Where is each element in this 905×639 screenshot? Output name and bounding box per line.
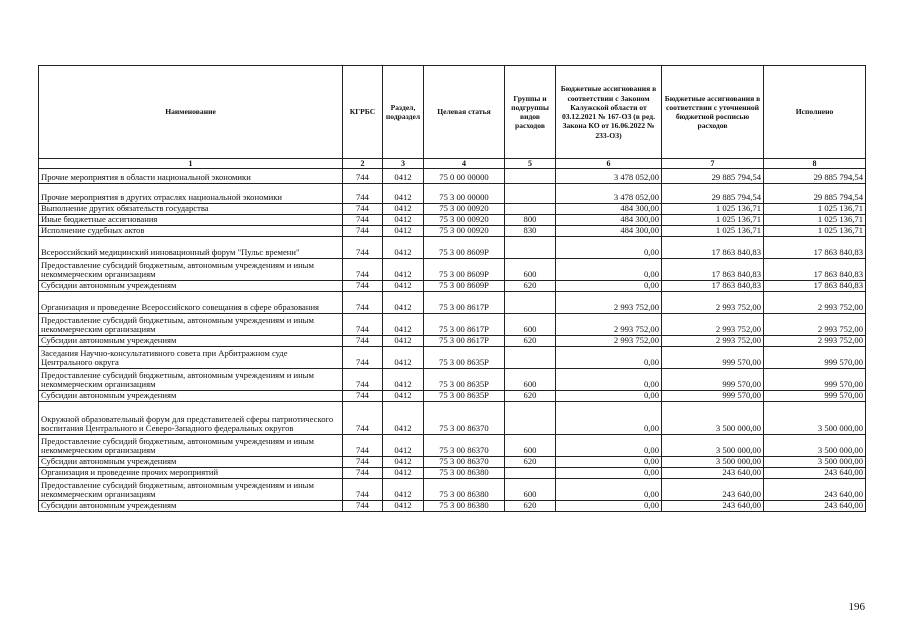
row-target-article: 75 3 00 00920 xyxy=(424,204,505,215)
row-plan-amount: 1 025 136,71 xyxy=(662,226,764,237)
header-kgrbs: КГРБС xyxy=(343,66,383,159)
table-row xyxy=(39,204,866,215)
row-section: 0412 xyxy=(383,237,424,259)
row-plan-amount: 29 885 794,54 xyxy=(662,184,764,204)
row-law-amount: 0,00 xyxy=(556,479,662,501)
row-law-amount: 0,00 xyxy=(556,259,662,281)
row-target-article: 75 3 00 00920 xyxy=(424,215,505,226)
row-law-amount: 0,00 xyxy=(556,402,662,435)
row-kgrbs: 744 xyxy=(343,391,383,402)
table-row xyxy=(39,468,866,479)
row-section: 0412 xyxy=(383,204,424,215)
row-expense-group: 600 xyxy=(505,479,556,501)
row-name: Организация и проведение Всероссийского совещания в сфере образования xyxy=(39,292,343,314)
row-plan-amount: 3 500 000,00 xyxy=(662,457,764,468)
row-law-amount: 0,00 xyxy=(556,435,662,457)
column-number: 6 xyxy=(556,159,662,169)
row-section: 0412 xyxy=(383,259,424,281)
row-plan-amount: 17 863 840,83 xyxy=(662,259,764,281)
row-target-article: 75 3 00 86380 xyxy=(424,479,505,501)
row-executed-amount: 17 863 840,83 xyxy=(764,237,866,259)
table-row xyxy=(39,402,866,435)
row-section: 0412 xyxy=(383,336,424,347)
table-row xyxy=(39,184,866,204)
row-plan-amount: 29 885 794,54 xyxy=(662,169,764,184)
row-executed-amount: 243 640,00 xyxy=(764,468,866,479)
table-row xyxy=(39,369,866,391)
header-section: Раздел, подраздел xyxy=(383,66,424,159)
column-number-row xyxy=(39,159,866,169)
table-row xyxy=(39,314,866,336)
row-target-article: 75 3 00 86380 xyxy=(424,501,505,512)
row-kgrbs: 744 xyxy=(343,435,383,457)
row-plan-amount: 17 863 840,83 xyxy=(662,237,764,259)
row-plan-amount: 2 993 752,00 xyxy=(662,314,764,336)
row-law-amount: 0,00 xyxy=(556,369,662,391)
row-target-article: 75 3 00 86370 xyxy=(424,435,505,457)
row-executed-amount: 1 025 136,71 xyxy=(764,215,866,226)
row-expense-group xyxy=(505,169,556,184)
row-plan-amount: 2 993 752,00 xyxy=(662,292,764,314)
row-executed-amount: 2 993 752,00 xyxy=(764,314,866,336)
table-row xyxy=(39,215,866,226)
table-row xyxy=(39,391,866,402)
table-row xyxy=(39,336,866,347)
row-target-article: 75 3 00 8635Р xyxy=(424,391,505,402)
table-row xyxy=(39,292,866,314)
row-name: Всероссийский медицинский инновационный форум "Пульс времени" xyxy=(39,237,343,259)
table-row xyxy=(39,457,866,468)
row-name: Прочие мероприятия в других отраслях национальной экономики xyxy=(39,184,343,204)
row-name: Субсидии автономным учреждениям xyxy=(39,336,343,347)
row-kgrbs: 744 xyxy=(343,468,383,479)
row-executed-amount: 243 640,00 xyxy=(764,479,866,501)
table-row xyxy=(39,169,866,184)
row-name: Субсидии автономным учреждениям xyxy=(39,457,343,468)
header-name: Наименование xyxy=(39,66,343,159)
row-plan-amount: 17 863 840,83 xyxy=(662,281,764,292)
row-law-amount: 2 993 752,00 xyxy=(556,336,662,347)
row-kgrbs: 744 xyxy=(343,501,383,512)
table-row xyxy=(39,237,866,259)
table-row xyxy=(39,479,866,501)
row-target-article: 75 3 00 8617Р xyxy=(424,336,505,347)
row-expense-group xyxy=(505,204,556,215)
row-name: Предоставление субсидий бюджетным, автономным учреждениям и иным некоммерческим организациям xyxy=(39,259,343,281)
row-name: Субсидии автономным учреждениям xyxy=(39,281,343,292)
row-plan-amount: 243 640,00 xyxy=(662,501,764,512)
row-name: Прочие мероприятия в области национальной экономики xyxy=(39,169,343,184)
row-law-amount: 2 993 752,00 xyxy=(556,292,662,314)
column-number: 5 xyxy=(505,159,556,169)
row-executed-amount: 29 885 794,54 xyxy=(764,169,866,184)
row-name: Предоставление субсидий бюджетным, автономным учреждениям и иным некоммерческим организациям xyxy=(39,369,343,391)
row-law-amount: 484 300,00 xyxy=(556,215,662,226)
row-section: 0412 xyxy=(383,369,424,391)
row-target-article: 75 3 00 8617Р xyxy=(424,314,505,336)
row-kgrbs: 744 xyxy=(343,457,383,468)
row-law-amount: 484 300,00 xyxy=(556,226,662,237)
row-plan-amount: 3 500 000,00 xyxy=(662,402,764,435)
row-expense-group: 620 xyxy=(505,501,556,512)
row-plan-amount: 3 500 000,00 xyxy=(662,435,764,457)
row-law-amount: 0,00 xyxy=(556,391,662,402)
row-name: Организация и проведение прочих мероприятий xyxy=(39,468,343,479)
row-expense-group xyxy=(505,347,556,369)
row-executed-amount: 999 570,00 xyxy=(764,347,866,369)
row-target-article: 75 3 00 86370 xyxy=(424,402,505,435)
row-kgrbs: 744 xyxy=(343,237,383,259)
page-number: 196 xyxy=(848,601,865,613)
row-executed-amount: 1 025 136,71 xyxy=(764,226,866,237)
row-executed-amount: 29 885 794,54 xyxy=(764,184,866,204)
budget-table xyxy=(38,65,866,512)
row-kgrbs: 744 xyxy=(343,204,383,215)
row-target-article: 75 3 00 00920 xyxy=(424,226,505,237)
column-number: 7 xyxy=(662,159,764,169)
row-expense-group: 600 xyxy=(505,314,556,336)
row-plan-amount: 1 025 136,71 xyxy=(662,204,764,215)
row-plan-amount: 243 640,00 xyxy=(662,468,764,479)
row-target-article: 75 0 00 00000 xyxy=(424,169,505,184)
row-section: 0412 xyxy=(383,501,424,512)
row-name: Предоставление субсидий бюджетным, автономным учреждениям и иным некоммерческим организациям xyxy=(39,435,343,457)
row-kgrbs: 744 xyxy=(343,402,383,435)
row-kgrbs: 744 xyxy=(343,169,383,184)
row-kgrbs: 744 xyxy=(343,314,383,336)
row-section: 0412 xyxy=(383,184,424,204)
row-executed-amount: 3 500 000,00 xyxy=(764,402,866,435)
row-law-amount: 2 993 752,00 xyxy=(556,314,662,336)
row-law-amount: 0,00 xyxy=(556,237,662,259)
row-expense-group xyxy=(505,468,556,479)
column-number: 2 xyxy=(343,159,383,169)
row-executed-amount: 2 993 752,00 xyxy=(764,336,866,347)
row-section: 0412 xyxy=(383,457,424,468)
row-section: 0412 xyxy=(383,435,424,457)
row-name: Субсидии автономным учреждениям xyxy=(39,391,343,402)
row-expense-group: 620 xyxy=(505,281,556,292)
row-executed-amount: 17 863 840,83 xyxy=(764,259,866,281)
row-executed-amount: 1 025 136,71 xyxy=(764,204,866,215)
row-kgrbs: 744 xyxy=(343,347,383,369)
row-executed-amount: 17 863 840,83 xyxy=(764,281,866,292)
row-kgrbs: 744 xyxy=(343,369,383,391)
row-kgrbs: 744 xyxy=(343,292,383,314)
row-section: 0412 xyxy=(383,391,424,402)
row-kgrbs: 744 xyxy=(343,479,383,501)
row-section: 0412 xyxy=(383,215,424,226)
row-expense-group: 620 xyxy=(505,336,556,347)
header-law-allocations: Бюджетные ассигнования в соответствии с Законом Калужской области от 03.12.2021 № 167-ОЗ (в ред. Закона КО от 16.06.2022 № 233-ОЗ) xyxy=(556,66,662,159)
row-name: Предоставление субсидий бюджетным, автономным учреждениям и иным некоммерческим организациям xyxy=(39,479,343,501)
row-kgrbs: 744 xyxy=(343,215,383,226)
row-name: Предоставление субсидий бюджетным, автономным учреждениям и иным некоммерческим организациям xyxy=(39,314,343,336)
row-executed-amount: 3 500 000,00 xyxy=(764,435,866,457)
row-name: Иные бюджетные ассигнования xyxy=(39,215,343,226)
column-number: 4 xyxy=(424,159,505,169)
row-target-article: 75 3 00 8609Р xyxy=(424,259,505,281)
column-number: 3 xyxy=(383,159,424,169)
row-kgrbs: 744 xyxy=(343,259,383,281)
row-law-amount: 0,00 xyxy=(556,457,662,468)
row-expense-group: 830 xyxy=(505,226,556,237)
row-kgrbs: 744 xyxy=(343,184,383,204)
table-row xyxy=(39,347,866,369)
row-plan-amount: 999 570,00 xyxy=(662,391,764,402)
row-executed-amount: 243 640,00 xyxy=(764,501,866,512)
row-target-article: 75 3 00 8617Р xyxy=(424,292,505,314)
row-section: 0412 xyxy=(383,402,424,435)
row-expense-group xyxy=(505,184,556,204)
row-expense-group xyxy=(505,402,556,435)
header-target-article: Целевая статья xyxy=(424,66,505,159)
row-target-article: 75 3 00 86370 xyxy=(424,457,505,468)
table-row xyxy=(39,435,866,457)
row-plan-amount: 2 993 752,00 xyxy=(662,336,764,347)
row-law-amount: 0,00 xyxy=(556,281,662,292)
table-row xyxy=(39,226,866,237)
row-law-amount: 3 478 052,00 xyxy=(556,184,662,204)
row-kgrbs: 744 xyxy=(343,226,383,237)
row-executed-amount: 3 500 000,00 xyxy=(764,457,866,468)
row-section: 0412 xyxy=(383,347,424,369)
row-expense-group xyxy=(505,237,556,259)
table-row xyxy=(39,501,866,512)
header-executed: Исполнено xyxy=(764,66,866,159)
row-expense-group: 800 xyxy=(505,215,556,226)
row-plan-amount: 1 025 136,71 xyxy=(662,215,764,226)
row-plan-amount: 243 640,00 xyxy=(662,479,764,501)
row-target-article: 75 3 00 86380 xyxy=(424,468,505,479)
row-target-article: 75 3 00 8635Р xyxy=(424,347,505,369)
row-expense-group: 600 xyxy=(505,259,556,281)
row-expense-group: 620 xyxy=(505,391,556,402)
row-target-article: 75 3 00 8609Р xyxy=(424,281,505,292)
header-refined-allocations: Бюджетные ассигнования в соответствии с уточненной бюджетной росписью расходов xyxy=(662,66,764,159)
row-name: Окружной образовательный форум для представителей сферы патриотического воспитания Центрального и Северо-Западного федеральных округов xyxy=(39,402,343,435)
row-name: Заседания Научно-консультативного совета при Арбитражном суде Центрального округа xyxy=(39,347,343,369)
row-expense-group: 600 xyxy=(505,369,556,391)
row-law-amount: 484 300,00 xyxy=(556,204,662,215)
row-section: 0412 xyxy=(383,281,424,292)
row-plan-amount: 999 570,00 xyxy=(662,347,764,369)
row-law-amount: 0,00 xyxy=(556,347,662,369)
column-number: 8 xyxy=(764,159,866,169)
row-section: 0412 xyxy=(383,479,424,501)
row-name: Субсидии автономным учреждениям xyxy=(39,501,343,512)
table-row xyxy=(39,281,866,292)
row-kgrbs: 744 xyxy=(343,336,383,347)
row-target-article: 75 3 00 8635Р xyxy=(424,369,505,391)
row-section: 0412 xyxy=(383,292,424,314)
row-law-amount: 0,00 xyxy=(556,501,662,512)
row-name: Выполнение других обязательств государства xyxy=(39,204,343,215)
row-section: 0412 xyxy=(383,169,424,184)
row-expense-group xyxy=(505,292,556,314)
row-expense-group: 600 xyxy=(505,435,556,457)
table-header-row xyxy=(39,66,866,159)
row-name: Исполнение судебных актов xyxy=(39,226,343,237)
header-expense-groups: Группы и подгруппы видов расходов xyxy=(505,66,556,159)
table-row xyxy=(39,259,866,281)
row-section: 0412 xyxy=(383,468,424,479)
column-number: 1 xyxy=(39,159,343,169)
row-section: 0412 xyxy=(383,314,424,336)
row-law-amount: 3 478 052,00 xyxy=(556,169,662,184)
row-kgrbs: 744 xyxy=(343,281,383,292)
row-plan-amount: 999 570,00 xyxy=(662,369,764,391)
row-expense-group: 620 xyxy=(505,457,556,468)
row-executed-amount: 2 993 752,00 xyxy=(764,292,866,314)
row-section: 0412 xyxy=(383,226,424,237)
row-law-amount: 0,00 xyxy=(556,468,662,479)
row-executed-amount: 999 570,00 xyxy=(764,369,866,391)
row-executed-amount: 999 570,00 xyxy=(764,391,866,402)
row-target-article: 75 3 00 8609Р xyxy=(424,237,505,259)
row-target-article: 75 3 00 00000 xyxy=(424,184,505,204)
